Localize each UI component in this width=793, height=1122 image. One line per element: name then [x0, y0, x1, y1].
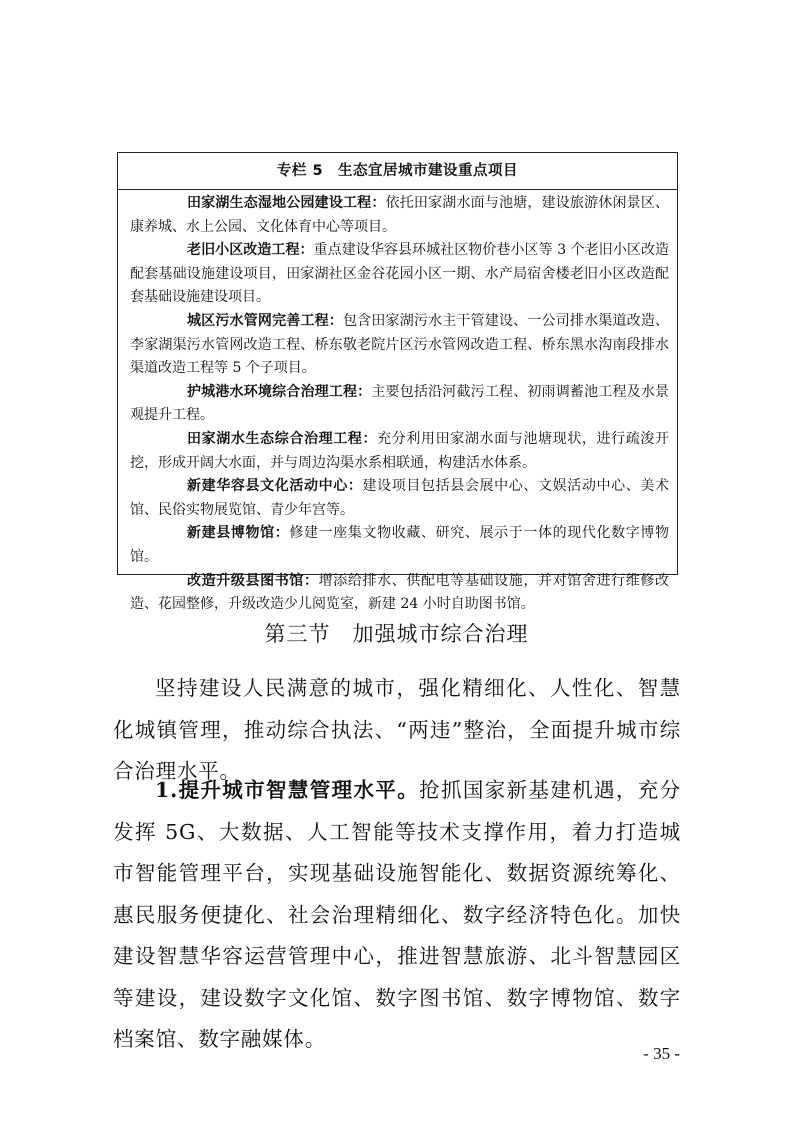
project-name: 新建县博物馆：: [187, 525, 290, 542]
project-desc: 充分利用田家湖水面与池塘现状，进行疏浚开挖，形成开阔大水面，并与周边沟渠水系相联通，构建活水体系。: [130, 430, 669, 471]
feature-box: [117, 152, 678, 613]
project-item: [130, 381, 669, 428]
project-item: [130, 475, 669, 522]
section-heading: 第三节 加强城市综合治理: [264, 622, 529, 646]
project-desc: 增添给排水、供配电等基础设施，并对馆舍进行维修改造、花园整修，升级改造少儿阅览室，新建 24 小时自助图书馆。: [130, 572, 669, 613]
project-desc: 依托田家湖水面与池塘，建设旅游休闲景区、康养城、水上公园、文化体育中心等项目。: [130, 195, 670, 235]
project-name: 改造升级县图书馆：: [187, 572, 319, 589]
project-item: [130, 192, 669, 239]
item1-lead: 1.提升城市智慧管理水平。: [155, 778, 420, 802]
feature-box-title: 专栏 5 生态宜居城市建设重点项目: [118, 153, 677, 190]
intro-paragraph: 坚持建设人民满意的城市，强化精细化、人性化、智慧化城镇管理，推动综合执法、“两违”整治，全面提升城市综合治理水平。: [113, 676, 681, 783]
project-name: 老旧小区改造工程：: [187, 242, 314, 259]
project-item: [130, 522, 669, 569]
project-name: 护城港水环境综合治理工程：: [187, 383, 372, 400]
project-item: [130, 239, 669, 310]
project-desc: 主要包括沿河截污工程、初雨调蓄池工程及水景观提升工程。: [130, 383, 670, 424]
feature-box-body: [118, 190, 677, 617]
project-desc: 建设项目包括县会展中心、文娱活动中心、美术馆、民俗实物展览馆、青少年宫等。: [130, 478, 669, 518]
project-name: 新建华容县文化活动中心：: [187, 478, 363, 495]
project-desc: 重点建设华容县环城社区物价巷小区等 3 个老旧小区改造配套基础设施建设项目，田家湖社区金谷花园小区一期、水产局宿舍楼老旧小区改造配套基础设施建设项目。: [130, 242, 670, 306]
page-number: - 35 -: [643, 1044, 680, 1063]
project-item: [130, 310, 669, 381]
project-desc: 包含田家湖污水主干管建设、一公司排水渠道改造、李家湖渠污水管网改造工程、桥东敬老院片区污水管网改造工程、桥东黑水沟南段排水渠道改造工程等 5 个子项目。: [130, 312, 669, 377]
project-name: 城区污水管网完善工程：: [187, 312, 343, 329]
project-name: 田家湖水生态综合治理工程：: [187, 430, 378, 447]
project-name: 田家湖生态湿地公园建设工程：: [187, 195, 386, 211]
project-item: [130, 428, 669, 475]
project-item: [130, 570, 669, 617]
project-desc: 修建一座集文物收藏、研究、展示于一体的现代化数字博物馆。: [130, 525, 669, 565]
item1-text: 抢抓国家新基建机遇，充分发挥 5G、大数据、人工智能等技术支撑作用，着力打造城市智能管理平台，实现基础设施智能化、数据资源统筹化、惠民服务便捷化、社会治理精细化、数字经济特色化。加快建设智慧华容运营管理中心，推进智慧旅游、北斗智慧园区等建设，建设数字文化馆、数字图书馆、数字博物馆、数字档案馆、数字融媒体。: [113, 778, 681, 1051]
item1-paragraph: [113, 770, 681, 1061]
